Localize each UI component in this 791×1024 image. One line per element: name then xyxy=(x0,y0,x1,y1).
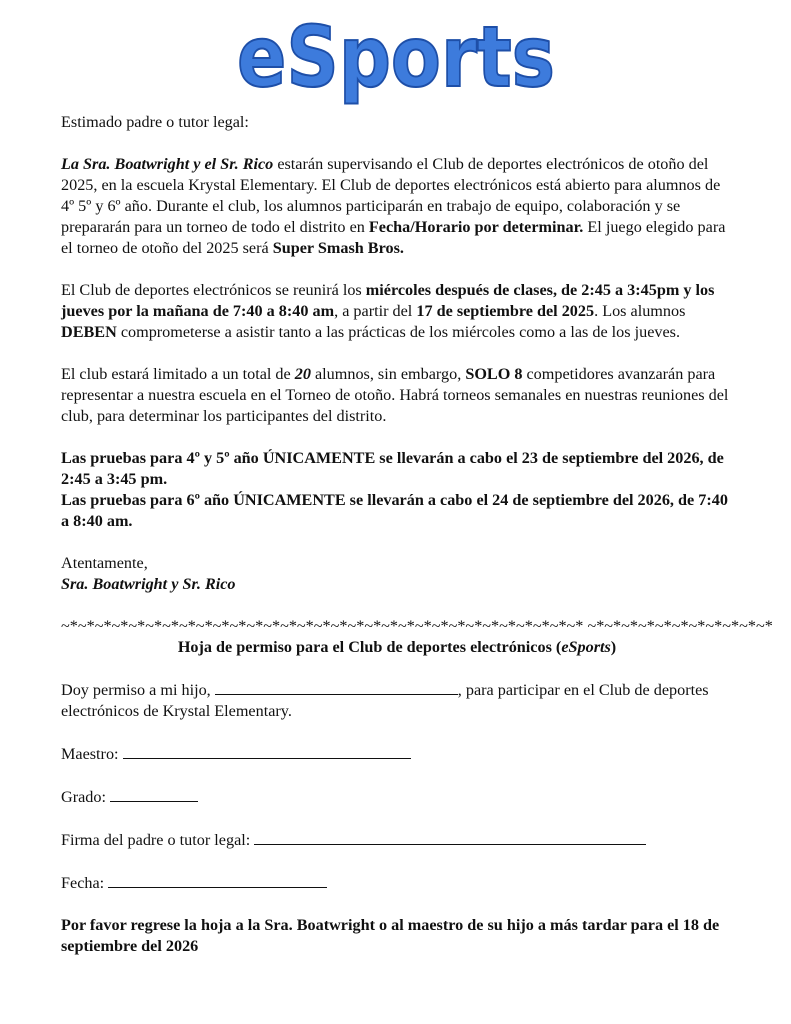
parent-signature-label: Firma del padre o tutor legal: xyxy=(61,831,255,849)
parent-signature-field xyxy=(61,829,733,851)
intro-text: estarán supervisando el Club de deportes electrónicos de otoño del 2025, en la escuela Krystal Elementary. El Club de deportes electrónicos está abierto para alumnos de 4º 5º y 6º año. Durante el club, los alumnos participarán en trabajo de equipo, colaboración y se prepararán para un torneo de todo el distrito en xyxy=(61,155,721,236)
teacher-label: Maestro: xyxy=(61,745,123,763)
logo-text: eSports xyxy=(236,8,555,106)
date-label: Fecha: xyxy=(61,874,109,892)
permission-line: Doy permiso a mi hijo, , para participar en el Club de deportes electrónicos de Krystal Elementary. xyxy=(61,681,709,720)
esports-logo xyxy=(0,8,791,108)
esports-logo-graphic xyxy=(226,8,566,108)
limit-text: El club estará limitado a un total de xyxy=(61,365,295,383)
date-blank[interactable] xyxy=(108,872,327,888)
start-date: 17 de septiembre del 2025 xyxy=(416,302,595,320)
teacher-field xyxy=(61,743,733,765)
letter-body xyxy=(61,112,773,957)
schedule-start-text: , a partir del xyxy=(334,302,417,320)
competitors-text: competidores avanzarán para representar a nuestra escuela en el Torneo de otoño. Habrá torneos semanales en nuestras reuniones del club, para determinar los participantes del distrito. xyxy=(61,365,729,425)
tournament-date: Fecha/Horario por determinar. xyxy=(368,218,584,236)
return-note: Por favor regrese la hoja a la Sra. Boatwright o al maestro de su hijo a más tardar para el 18 de septiembre del 2026 xyxy=(61,916,720,955)
competitor-count: SOLO 8 xyxy=(465,365,523,383)
paragraph-intro xyxy=(61,154,733,259)
signature: Sra. Boatwright y Sr. Rico xyxy=(61,575,236,593)
child-name-blank[interactable] xyxy=(215,679,458,695)
parent-signature-blank[interactable] xyxy=(254,829,646,845)
schedule-times: miércoles después de clases, de 2:45 a 3:45pm y los jueves por la mañana de 7:40 a 8:40 am xyxy=(61,281,715,320)
tryouts-4-5: Las pruebas para 4º y 5º año ÚNICAMENTE se llevarán a cabo el 23 de septiembre del 2026, de 2:45 a 3:45 pm. xyxy=(61,449,724,488)
form-title: Hoja de permiso para el Club de deportes electrónicos (eSports) xyxy=(177,638,617,656)
students-text: . Los alumnos xyxy=(594,302,686,320)
greeting: Estimado padre o tutor legal: xyxy=(61,113,249,131)
game-name: Super Smash Bros. xyxy=(272,239,404,257)
paragraph-schedule xyxy=(61,280,733,343)
tryouts-6: Las pruebas para 6º año ÚNICAMENTE se llevarán a cabo el 24 de septiembre del 2026, de 7:40 a 8:40 am. xyxy=(61,491,728,530)
closing: Atentamente, xyxy=(61,554,148,572)
grade-field xyxy=(61,786,733,808)
limit-text-2: alumnos, sin embargo, xyxy=(310,365,466,383)
grade-label: Grado: xyxy=(61,788,110,806)
student-limit: 20 xyxy=(294,365,311,383)
must-text: DEBEN xyxy=(61,323,117,341)
schedule-text: El Club de deportes electrónicos se reunirá los xyxy=(61,281,366,299)
teacher-blank[interactable] xyxy=(123,743,411,759)
game-text: El juego elegido para el torneo de otoño del 2025 será xyxy=(61,218,726,257)
separator: ~*~*~*~*~*~*~*~*~*~*~*~*~*~*~*~*~*~*~*~*~*~*~*~*~*~*~*~*~*~*~* ~*~*~*~*~*~*~*~*~*~*~* xyxy=(61,617,773,635)
date-field xyxy=(61,872,733,894)
commitment-text: comprometerse a asistir tanto a las prácticas de los miércoles como a las de los jueves. xyxy=(116,323,681,341)
supervisors: La Sra. Boatwright y el Sr. Rico xyxy=(61,155,274,173)
paragraph-limits xyxy=(61,364,733,427)
grade-blank[interactable] xyxy=(110,786,198,802)
